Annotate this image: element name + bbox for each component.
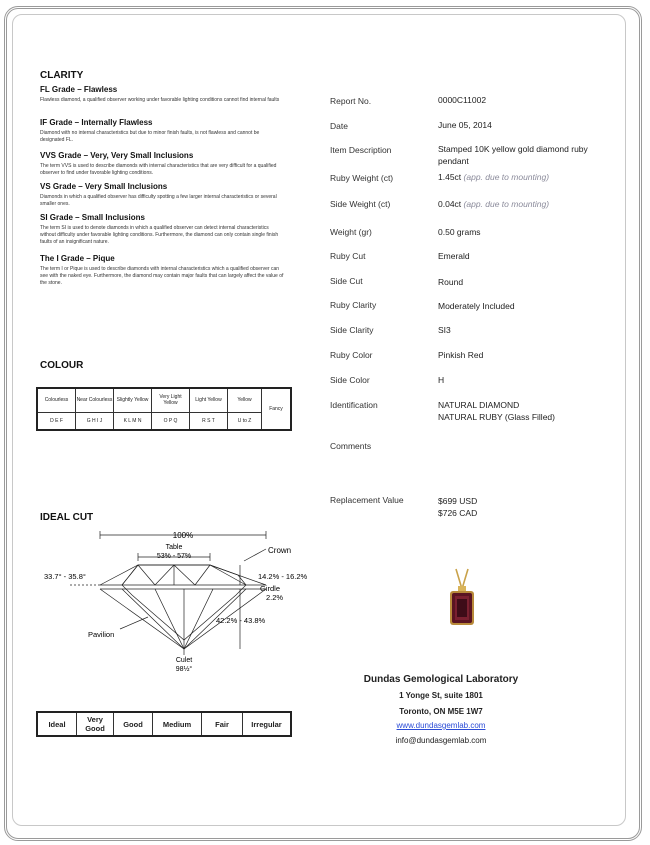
colour-grade-cell: U to Z <box>228 412 262 430</box>
report-row-label: Identification <box>330 400 378 410</box>
colour-grade-cell: K L M N <box>114 412 152 430</box>
report-row-label: Ruby Weight (ct) <box>330 173 394 183</box>
pavilion-depth-label: 42.2% - 43.8% <box>216 616 266 625</box>
total-width-label: 100% <box>172 531 194 540</box>
colour-grade-cell: G H I J <box>76 412 114 430</box>
cut-grade-cell: Ideal <box>37 712 77 736</box>
culet-label: Culet <box>175 657 193 664</box>
cut-grade-cell: Irregular <box>243 712 292 736</box>
crown-angle-label: 33.7° - 35.8° <box>44 572 86 581</box>
table-label: Table <box>165 544 183 551</box>
report-row-label: Ruby Color <box>330 350 373 360</box>
colour-header: Colourless <box>37 388 76 412</box>
report-row-value: Stamped 10K yellow gold diamond ruby pendant <box>438 144 588 166</box>
lab-address-line1: 1 Yonge St, suite 1801 <box>399 691 483 700</box>
cut-grade-cell: Medium <box>153 712 202 736</box>
report-row-label: Comments <box>330 441 372 451</box>
report-row-value: H <box>438 375 445 385</box>
clarity-grade-heading: VS Grade – Very Small Inclusions <box>40 182 168 191</box>
ideal-cut-title: IDEAL CUT <box>40 512 94 523</box>
culet-pct-label: 98½° <box>175 666 193 673</box>
colour-grade-cell: D E F <box>37 412 76 430</box>
clarity-grade-description: The term VVS is used to describe diamonds with internal characteristics that are very difficult for a qualified observer to find under favorable lighting conditions. <box>40 163 277 176</box>
report-row-value: 0000C11002 <box>438 95 487 105</box>
lab-email[interactable]: info@dundasgemlab.com <box>395 736 487 745</box>
report-row-value: Emerald <box>438 251 470 261</box>
pavilion-label: Pavilion <box>88 630 115 639</box>
colour-grade-cell: R S T <box>190 412 228 430</box>
ruby-weight-value: 1.45ct <box>438 172 462 182</box>
lab-name: Dundas Gemological Laboratory <box>363 674 519 685</box>
colour-grade-table <box>36 387 292 431</box>
lab-address-line2: Toronto, ON M5E 1W7 <box>399 707 483 716</box>
cut-grade-cell: Very Good <box>77 712 114 736</box>
report-row-value: Round <box>438 277 464 287</box>
cut-grade-scale <box>36 711 292 737</box>
identification-ruby: NATURAL RUBY (Glass Filled) <box>438 412 555 422</box>
colour-header: Near Colourless <box>76 388 114 412</box>
clarity-grade-heading: VVS Grade – Very, Very Small Inclusions <box>40 151 194 160</box>
girdle-label: Girdle <box>260 584 281 593</box>
clarity-grade-heading: SI Grade – Small Inclusions <box>40 213 145 222</box>
colour-header: Very Light Yellow <box>152 388 190 412</box>
crown-label: Crown <box>268 546 292 555</box>
colour-header: Fancy <box>262 388 292 430</box>
report-row-label: Replacement Value <box>330 495 404 505</box>
cut-grade-cell: Fair <box>202 712 243 736</box>
colour-header: Slightly Yellow <box>114 388 152 412</box>
clarity-grade-description: The term I or Pique is used to describe diamonds with internal characteristics which a qualified observer can see with the naked eye. Furthermore, the diamond may contain major faults that can largely affect the value of the stone. <box>40 266 284 286</box>
report-row-label: Side Color <box>330 375 370 385</box>
ruby-pendant-image <box>442 565 482 635</box>
replacement-value-usd: $699 USD <box>438 496 478 506</box>
clarity-grade-heading: IF Grade – Internally Flawless <box>40 118 153 127</box>
colour-header: Light Yellow <box>190 388 228 412</box>
clarity-grade-description: The term SI is used to denote diamonds in which a qualified observer can detect internal characteristics without difficulty under favorable lighting conditions. Furthermore, the diamond can only contain single finish faults of an insignificant nature. <box>40 225 279 245</box>
report-row-value <box>438 198 549 210</box>
cut-grade-cell: Good <box>114 712 153 736</box>
report-row-label: Item Description <box>330 145 392 155</box>
report-row-value: Moderately Included <box>438 301 515 311</box>
report-row-value: Pinkish Red <box>438 350 484 360</box>
report-row-value <box>438 495 477 519</box>
colour-header: Yellow <box>228 388 262 412</box>
table-range-label: 53% - 57% <box>156 553 192 560</box>
crown-height-label: 14.2% - 16.2% <box>258 572 308 581</box>
report-row-value <box>438 399 555 423</box>
side-weight-value: 0.04ct <box>438 199 462 209</box>
ruby-weight-note: (app. due to mounting) <box>463 172 550 182</box>
replacement-value-cad: $726 CAD <box>438 508 478 518</box>
diamond-proportions-diagram <box>30 525 308 685</box>
report-row-label: Side Cut <box>330 276 363 286</box>
identification-diamond: NATURAL DIAMOND <box>438 400 520 410</box>
lab-website-link[interactable]: www.dundasgemlab.com <box>396 721 486 730</box>
report-row-label: Report No. <box>330 96 372 106</box>
report-row-value: June 05, 2014 <box>438 120 492 130</box>
clarity-grade-description: Diamond with no internal characteristics but due to minor finish faults, is not flawless and cannot be designated FL. <box>40 130 260 143</box>
report-row-label: Ruby Clarity <box>330 300 377 310</box>
report-row-label: Date <box>330 121 348 131</box>
clarity-grade-heading: FL Grade – Flawless <box>40 85 118 94</box>
report-row-label: Ruby Cut <box>330 251 366 261</box>
report-row-label: Side Clarity <box>330 325 374 335</box>
clarity-grade-heading: The I Grade – Pique <box>40 254 115 263</box>
report-row-label: Weight (gr) <box>330 227 372 237</box>
report-row-value: 0.50 grams <box>438 227 481 237</box>
report-row-label: Side Weight (ct) <box>330 199 391 209</box>
colour-grade-cell: O P Q <box>152 412 190 430</box>
clarity-grade-description: Flawless diamond, a qualified observer working under favorable lighting conditions cannot find internal faults <box>40 97 280 103</box>
clarity-title: CLARITY <box>40 70 84 81</box>
colour-title: COLOUR <box>40 360 84 371</box>
report-row-value: SI3 <box>438 325 451 335</box>
clarity-grade-description: Diamonds in which a qualified observer has difficulty spotting a few larger internal characteristics or several smaller ones. <box>40 194 277 207</box>
girdle-pct-label: 2.2% <box>266 593 284 602</box>
report-row-value <box>438 171 549 183</box>
side-weight-note: (app. due to mounting) <box>463 199 550 209</box>
